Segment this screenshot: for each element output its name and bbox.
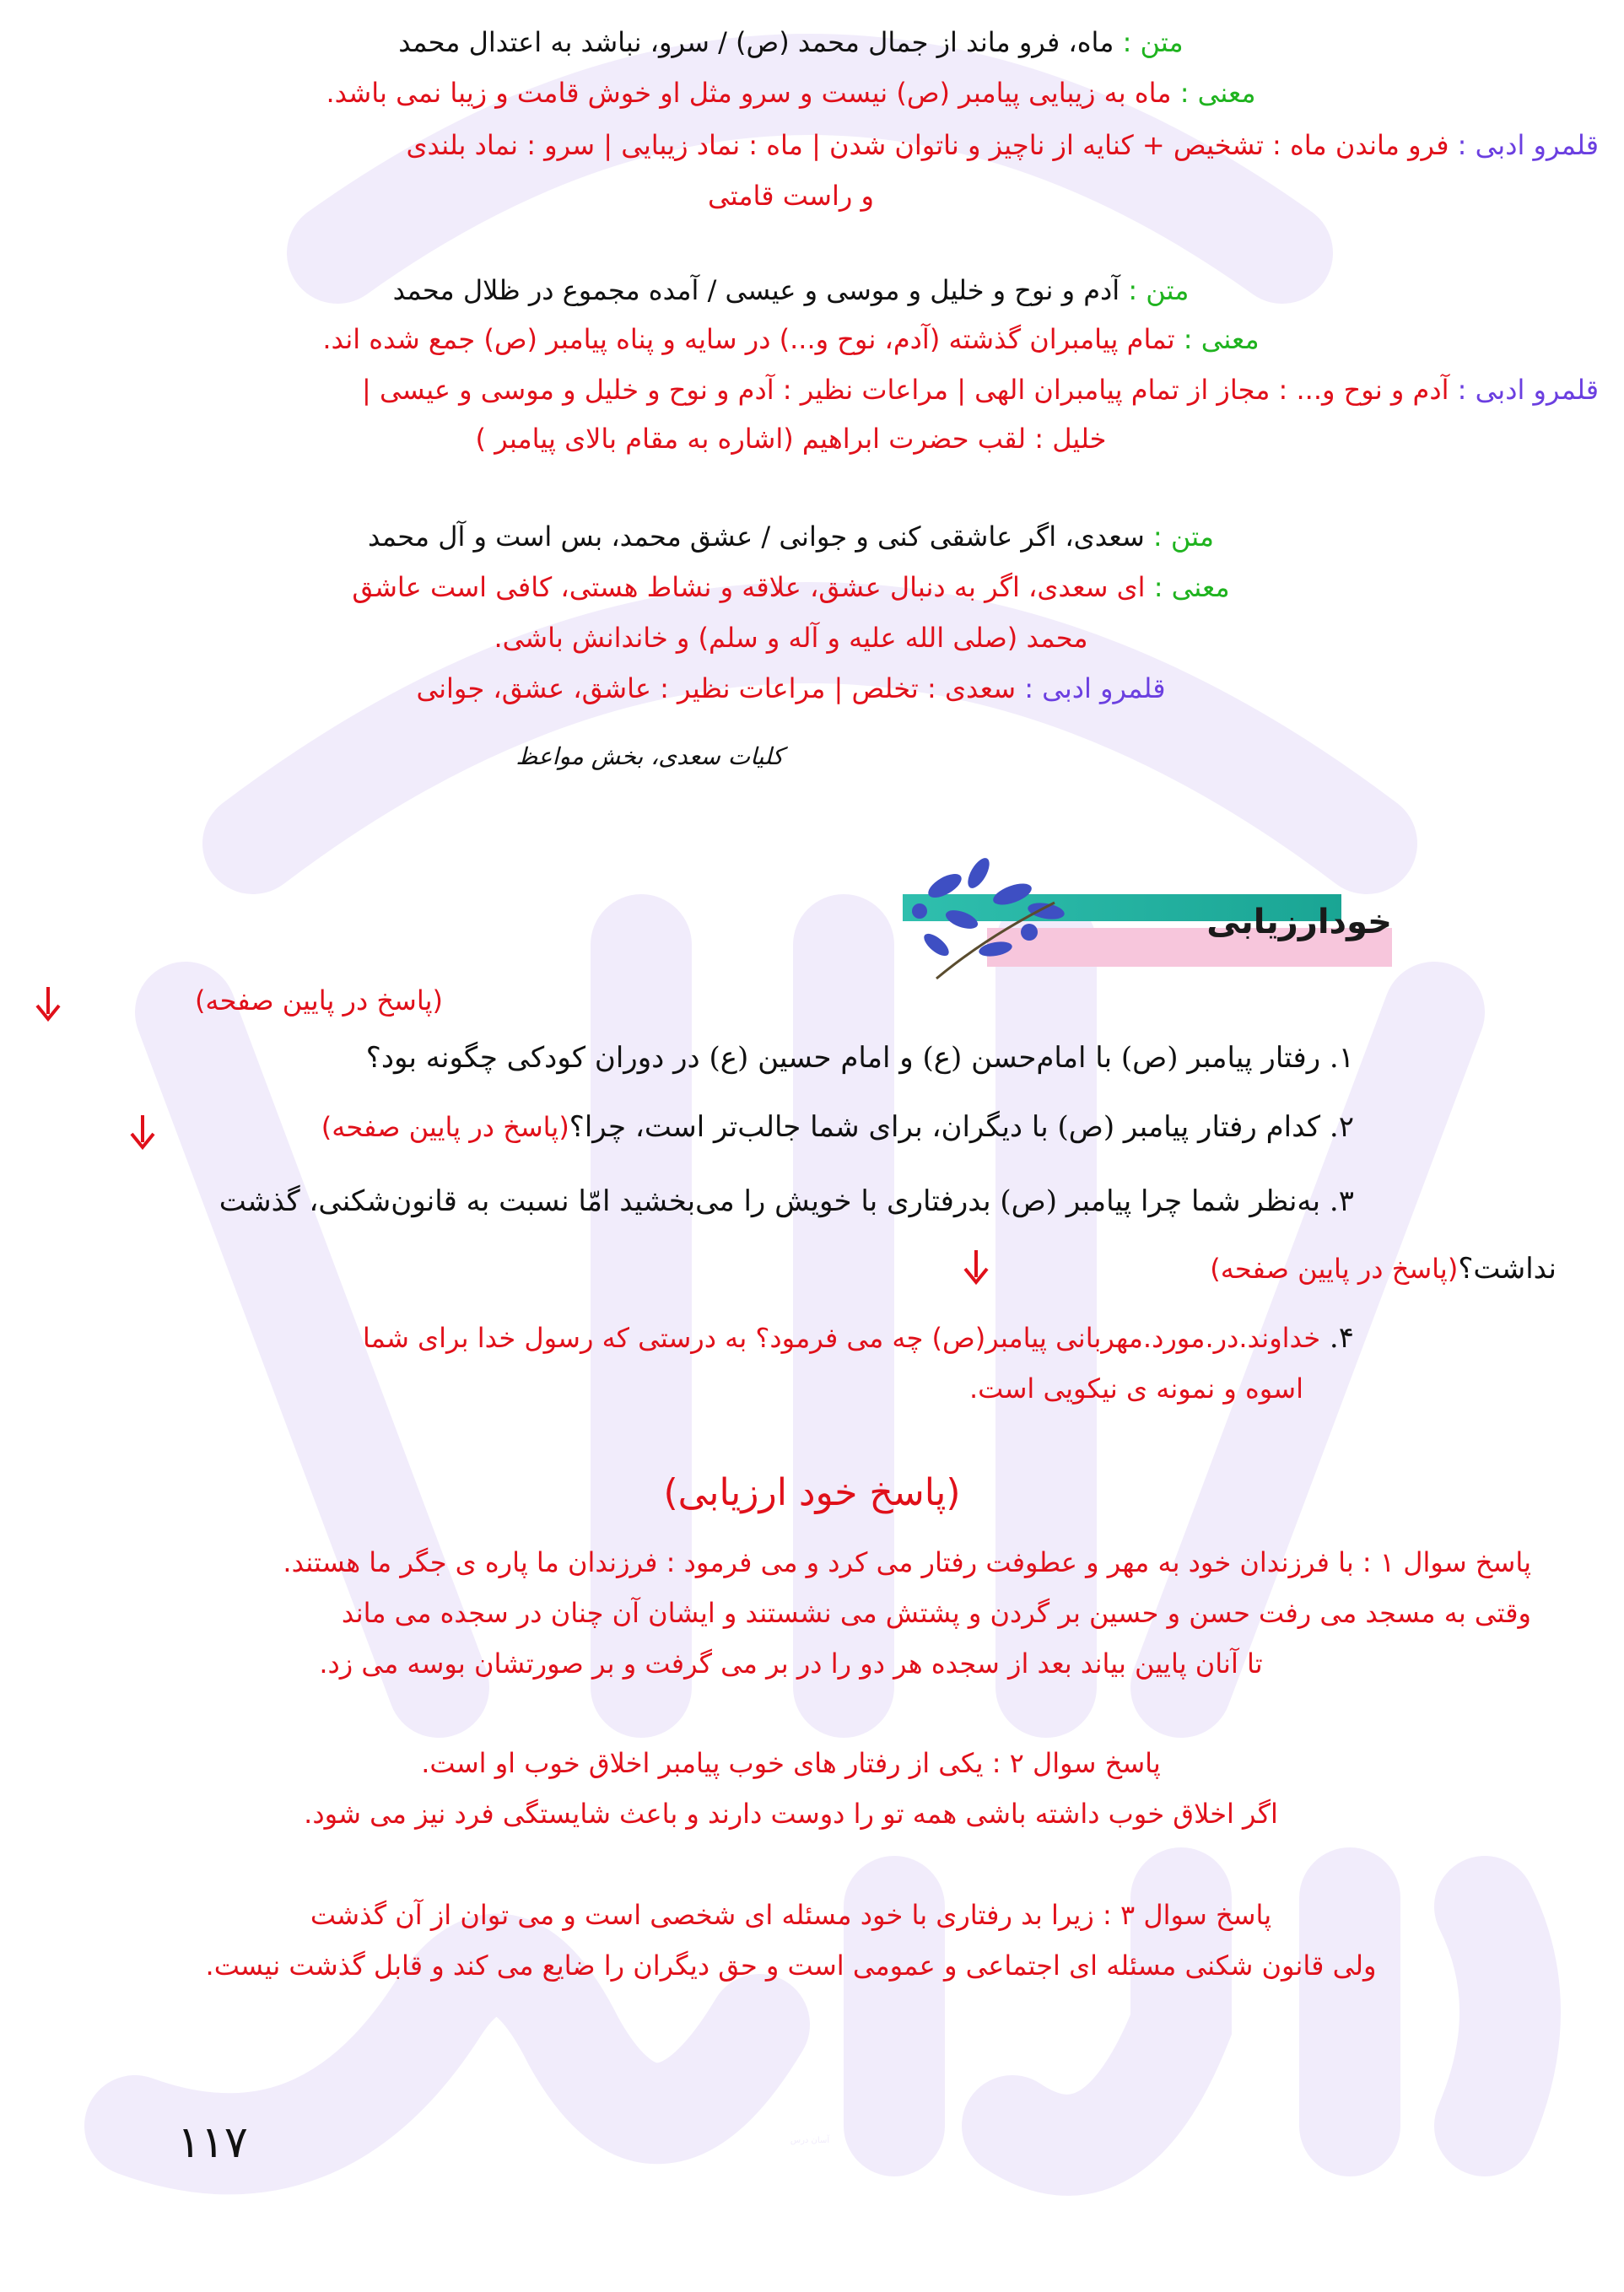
answer-2-line-2: اگر اخلاق خوب داشته باشی همه تو را دوست دارند و باعث شایستگی فرد نیز می شود.	[304, 1798, 1278, 1830]
question-3-cont: نداشت؟(پاسخ در پایین صفحه)	[1210, 1252, 1557, 1286]
arrow-down-icon	[962, 1248, 990, 1286]
answer-hint-1: (پاسخ در پایین صفحه)	[194, 984, 443, 1017]
page-number: ۱۱۷	[177, 2117, 248, 2168]
answer-3-line-2: ولی قانون شکنی مسئله ای اجتماعی و عمومی است و حق دیگران را ضایع می کند و قابل گذشت نیست.	[205, 1950, 1377, 1982]
label-matn: متن	[1140, 26, 1184, 58]
verse-1-literary-cont: و راست قامتی	[708, 180, 874, 212]
question-2: ۲. کدام رفتار پیامبر (ص) با دیگران، برای شما جالب‌تر است، چرا؟(پاسخ در پایین صفحه)	[321, 1110, 1354, 1144]
label-mani: معنی	[1197, 77, 1256, 109]
answer-1-line-2: وقتی به مسجد می رفت حسن و حسین بر گردن و پشتش می نشستند و ایشان آن چنان در سجده می ماند	[341, 1597, 1531, 1629]
verse-text: ماه، فرو ماند از جمال محمد (ص) / سرو، نباشد به اعتدال محمد	[398, 26, 1114, 58]
answers-title: (پاسخ خود ارزیابی)	[663, 1471, 961, 1514]
arrow-down-icon	[128, 1114, 157, 1151]
verse-2-text: متن : آدم و نوح و خلیل و موسی و عیسی / آمده مجموع در ظلال محمد	[392, 274, 1190, 306]
verse-1-literary: قلمرو ادبی : فرو ماندن ماه : تشخیص + کنایه از ناچیز و ناتوان شدن | ماه : نماد زیبایی | سرو : نماد بلندی	[406, 129, 1599, 161]
verse-2-literary: قلمرو ادبی : آدم و نوح و... : مجاز از تمام پیامبران الهی | مراعات نظیر : آدم و نوح و خلیل و موسی و عیسی |	[362, 374, 1599, 406]
question-3: ۳. به‌نظر شما چرا پیامبر (ص) بدرفتاری با خویش را می‌بخشید امّا نسبت به قانون‌شکنی، گذشت	[219, 1184, 1354, 1218]
answer-3-line-1: پاسخ سوال ۳ : زیرا بد رفتاری با خود مسئله ای شخصی است و می توان از آن گذشت	[310, 1899, 1272, 1931]
verse-3-meaning-cont: محمد (صلی الله علیه و آله و سلم) و خاندانش باشی.	[494, 622, 1088, 654]
verse-3-literary: قلمرو ادبی : سعدی : تخلص | مراعات نظیر : عاشق، عشق، جوانی	[416, 672, 1166, 704]
arrow-down-icon	[34, 985, 62, 1022]
answer-1-line-3: تا آنان پایین بیاند بعد از سجده هر دو را در بر می گرفت و بر صورتشان بوسه می زد.	[319, 1648, 1263, 1680]
verse-3-text: متن : سعدی، اگر عاشقی کنی و جوانی / عشق محمد، بس است و آل محمد	[367, 520, 1215, 553]
watermark-text: آسان درس	[790, 2136, 830, 2145]
verse-2-meaning: معنی : تمام پیامبران گذشته (آدم، نوح و...) در سایه و پناه پیامبر (ص) جمع شده اند.	[322, 323, 1260, 355]
verse-3-meaning: معنی : ای سعدی، اگر به دنبال عشق، علاقه و نشاط هستی، کافی است عاشق	[352, 571, 1230, 603]
verse-2-literary-cont: خلیل : لقب حضرت ابراهیم (اشاره به مقام بالای پیامبر )	[475, 423, 1107, 455]
source-reference: کلیات سعدی، بخش مواعظ	[515, 742, 784, 770]
label-qalamro: قلمرو ادبی	[1475, 129, 1599, 161]
question-4: ۴. خداوند.در.مورد.مهربانی پیامبر(ص) چه می فرمود؟ به درستی که رسول خدا برای شما	[362, 1321, 1354, 1355]
answer-2-line-1: پاسخ سوال ۲ : یکی از رفتار های خوب پیامبر اخلاق خوب او است.	[421, 1747, 1161, 1779]
verse-1-meaning: معنی : ماه به زیبایی پیامبر (ص) نیست و سرو مثل او خوش قامت و زیبا نمی باشد.	[326, 77, 1256, 109]
answer-1-line-1: پاسخ سوال ۱ : با فرزندان خود به مهر و عطوفت رفتار می کرد و می فرمود : فرزندان ما پاره ی جگر ما هستند.	[283, 1546, 1531, 1578]
section-title: خودارزیابی	[1206, 903, 1392, 941]
verse-1-text: متن : ماه، فرو ماند از جمال محمد (ص) / سرو، نباشد به اعتدال محمد	[398, 26, 1184, 58]
question-1: ۱. رفتار پیامبر (ص) با امام‌حسن (ع) و امام حسین (ع) در دوران کودکی چگونه بود؟	[365, 1041, 1354, 1075]
question-4-cont: اسوه و نمونه ی نیکویی است.	[969, 1373, 1303, 1405]
